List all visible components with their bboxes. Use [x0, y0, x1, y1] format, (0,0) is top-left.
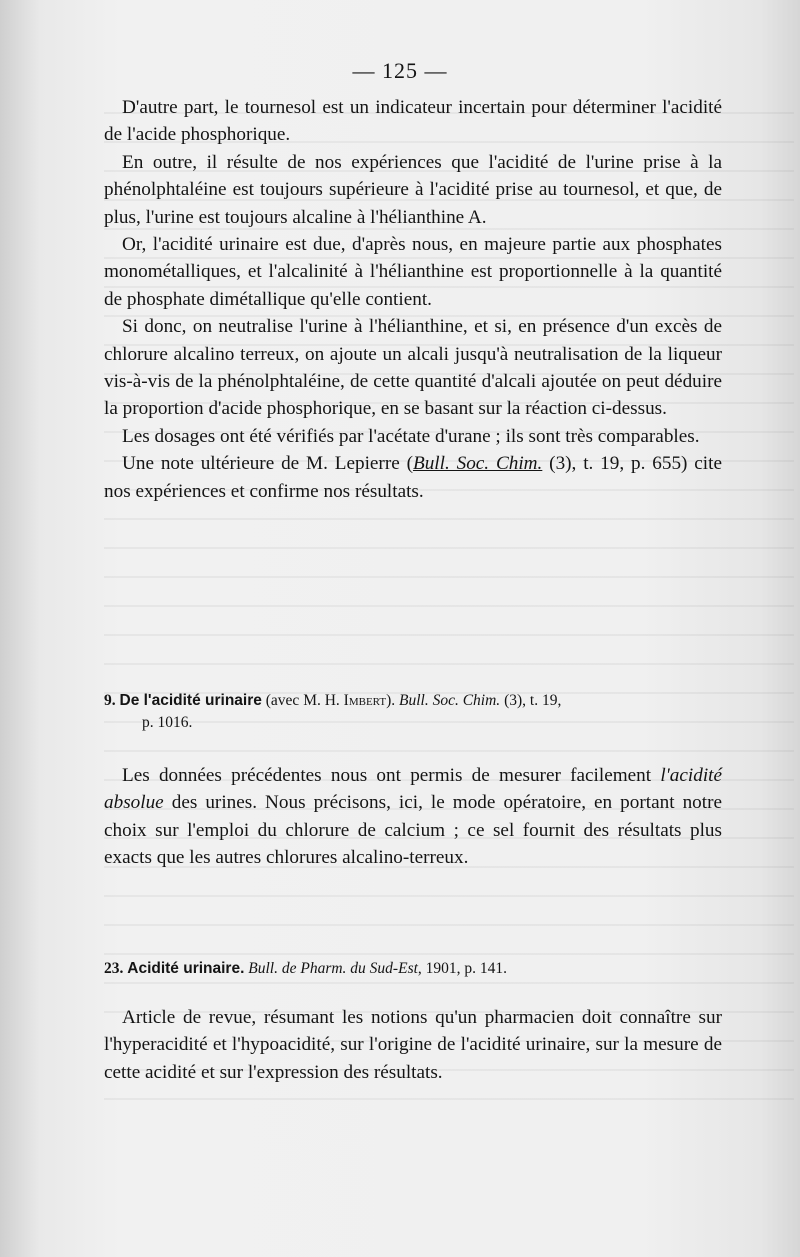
- text-run: Les données précédentes nous ont permis de mesurer facilement: [122, 765, 661, 786]
- author-name: Imbert: [343, 692, 387, 709]
- text-run: (3), t. 19, p. 655) cite nos expériences et confirme nos résultats.: [104, 453, 722, 502]
- paragraph: En outre, il résulte de nos expériences que l'acidité de l'urine prise à la phénolphtaléine est toujours supérieure à l'acidité prise au tournesol, et que, de plus, l'urine est toujours alcaline à l'hélianthine A.: [104, 151, 722, 228]
- citation: , 1901, p. 141.: [417, 960, 508, 977]
- text-run: des urines. Nous précisons, ici, le mode opératoire, en portant notre choix sur l'emploi du chlorure de calcium ; ce sel fournit des résultats plus exacts que les autres chlorures alcalino-terreux.: [104, 792, 722, 869]
- bibliography-entry-23: [104, 958, 722, 980]
- paragraph: [104, 762, 722, 872]
- paragraph: Les dosages ont été vérifiés par l'acétate d'urane ; ils sont très comparables.: [122, 425, 700, 447]
- volume: (3), t. 19,: [500, 692, 562, 709]
- paragraph: [104, 450, 722, 505]
- text-run: Une note ultérieure de M. Lepierre (: [122, 453, 413, 475]
- entry-number: 9.: [104, 692, 116, 709]
- bibliography-entry-9: [104, 690, 722, 734]
- entry-title: Acidité urinaire.: [127, 960, 245, 977]
- emphasis: l'acidité absolue: [104, 765, 722, 814]
- paragraph: Article de revue, résumant les notions qu'un pharmacien doit connaître sur l'hyperacidité et l'hypoacidité, sur l'origine de l'acidité urinaire, sur la mesure de cette acidité et sur l'expression des résultats.: [104, 1007, 722, 1083]
- paragraph: D'autre part, le tournesol est un indicateur incertain pour déterminer l'acidité de l'acide phosphorique.: [104, 97, 722, 146]
- journal-name: Bull. de Pharm. du Sud-Est: [244, 960, 418, 977]
- journal-reference: Bull. Soc. Chim.: [412, 453, 543, 475]
- text-run: (avec M. H.: [261, 692, 344, 709]
- entry-pages: p. 1016.: [142, 714, 193, 731]
- text-run: ).: [386, 692, 399, 709]
- section-acidity-methods: [104, 94, 722, 505]
- page-number: — 125 —: [352, 58, 448, 83]
- entry-number: 23.: [104, 960, 124, 977]
- entry-23-summary: [104, 1004, 722, 1086]
- paragraph: Or, l'acidité urinaire est due, d'après nous, en majeure partie aux phosphates monométalliques, et l'alcalinité à l'hélianthine est proportionnelle à la quantité de phosphate dimétallique qu'elle contient.: [104, 234, 722, 310]
- paragraph: Si donc, on neutralise l'urine à l'hélianthine, et si, en présence d'un excès de chlorure alcalino terreux, on ajoute un alcali jusqu'à neutralisation de la liqueur vis-à-vis de la phénolphtaléine, de cette quantité d'alcali ajoutée on peut déduire la proportion d'acide phosphorique, en se basant sur la réaction ci-dessus.: [104, 316, 722, 420]
- entry-title: De l'acidité urinaire: [119, 692, 262, 709]
- journal-name: Bull. Soc. Chim.: [399, 692, 501, 709]
- entry-9-summary: [104, 762, 722, 872]
